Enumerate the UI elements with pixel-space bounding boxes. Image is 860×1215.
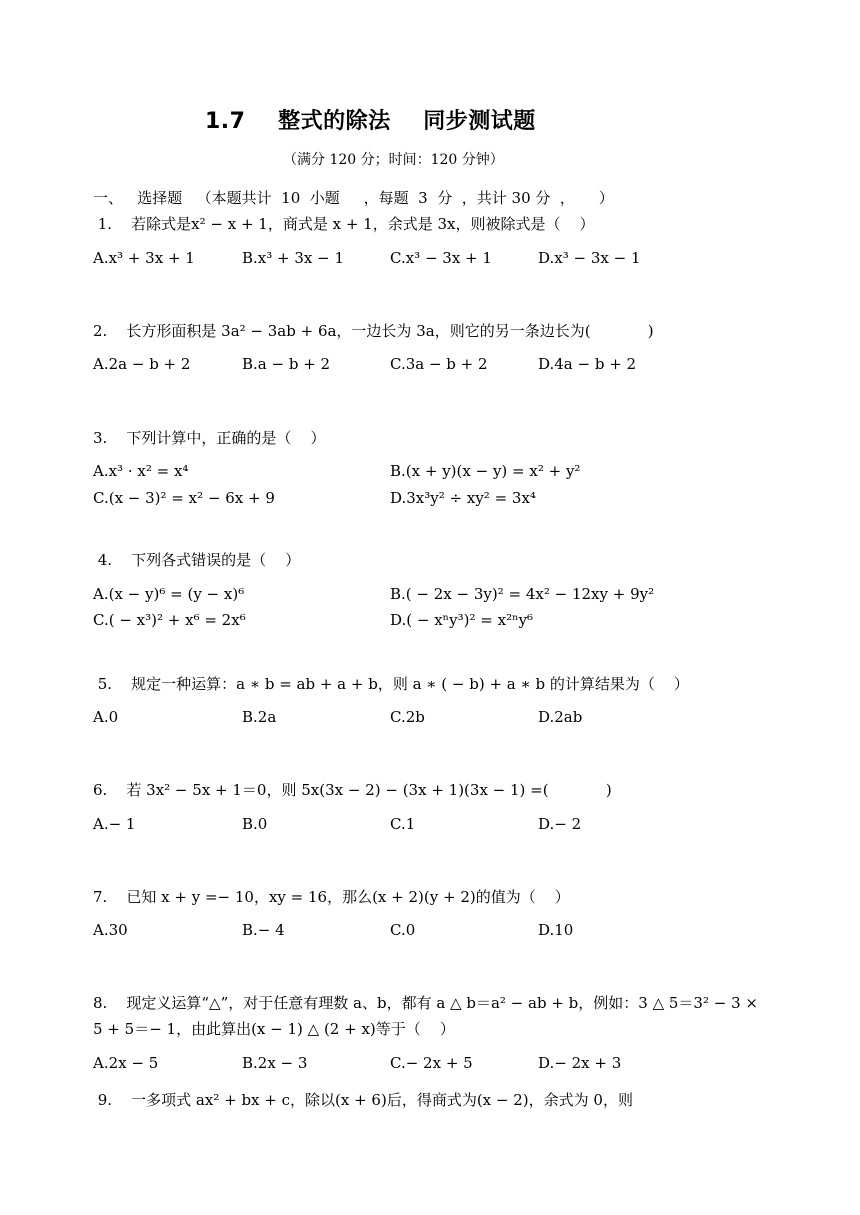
page-subtitle: （满分 120 分；时间：120 分钟） bbox=[283, 152, 504, 168]
question-8-option-d: D.− 2x + 3 bbox=[538, 1054, 622, 1072]
question-4-option-a: A.(x − y)⁶ = (y − x)⁶ bbox=[93, 585, 245, 603]
question-8-stem: 8. 现定义运算“△”，对于任意有理数 a、b，都有 a △ b＝a² − ab + b，例如：3 △ 5＝3² − 3 × bbox=[93, 994, 758, 1012]
question-5-option-a: A.0 bbox=[93, 708, 119, 726]
question-2-stem: 2. 长方形面积是 3a² − 3ab + 6a，一边长为 3a，则它的另一条边长为( ) bbox=[93, 322, 654, 340]
question-1-option-b: B.x³ + 3x − 1 bbox=[242, 249, 345, 267]
question-8-stem-continued: 5 + 5＝− 1，由此算出(x − 1) △ (2 + x)等于（ ） bbox=[93, 1020, 455, 1038]
question-2-option-d: D.4a − b + 2 bbox=[538, 355, 637, 373]
question-5-stem: 5. 规定一种运算：a ∗ b = ab + a + b，则 a ∗ ( − b) + a ∗ b 的计算结果为（ ） bbox=[93, 675, 689, 693]
question-6-option-d: D.− 2 bbox=[538, 815, 582, 833]
question-8-option-c: C.− 2x + 5 bbox=[390, 1054, 473, 1072]
question-4-option-d: D.( − xⁿy³)² = x²ⁿy⁶ bbox=[390, 611, 534, 629]
question-7-option-c: C.0 bbox=[390, 921, 416, 939]
question-3-option-d: D.3x³y² ÷ xy² = 3x⁴ bbox=[390, 489, 536, 507]
question-3-option-c: C.(x − 3)² = x² − 6x + 9 bbox=[93, 489, 275, 507]
question-3-option-a: A.x³ · x² = x⁴ bbox=[93, 462, 189, 480]
question-3-option-b: B.(x + y)(x − y) = x² + y² bbox=[390, 462, 581, 480]
question-1-option-a: A.x³ + 3x + 1 bbox=[93, 249, 195, 267]
section-heading: 一、 选择题 （本题共计 10 小题 ，每题 3 分 ，共计 30 分 ， ） bbox=[93, 189, 614, 207]
page-title: 1.7 整式的除法 同步测试题 bbox=[205, 109, 536, 134]
question-3-stem: 3. 下列计算中，正确的是（ ） bbox=[93, 429, 326, 447]
question-6-option-b: B.0 bbox=[242, 815, 268, 833]
question-7-stem: 7. 已知 x + y =− 10，xy = 16，那么(x + 2)(y + 2)的值为（ ） bbox=[93, 888, 570, 906]
question-4-stem: 4. 下列各式错误的是（ ） bbox=[93, 551, 301, 569]
question-8-option-b: B.2x − 3 bbox=[242, 1054, 308, 1072]
question-6-option-a: A.− 1 bbox=[93, 815, 136, 833]
question-6-stem: 6. 若 3x² − 5x + 1＝0，则 5x(3x − 2) − (3x + 1)(3x − 1) =( ) bbox=[93, 781, 612, 799]
question-2-option-a: A.2a − b + 2 bbox=[93, 355, 191, 373]
question-7-option-a: A.30 bbox=[93, 921, 128, 939]
question-1-option-d: D.x³ − 3x − 1 bbox=[538, 249, 641, 267]
question-5-option-c: C.2b bbox=[390, 708, 425, 726]
question-4-option-b: B.( − 2x − 3y)² = 4x² − 12xy + 9y² bbox=[390, 585, 655, 603]
question-7-option-d: D.10 bbox=[538, 921, 574, 939]
question-2-option-c: C.3a − b + 2 bbox=[390, 355, 488, 373]
question-6-option-c: C.1 bbox=[390, 815, 416, 833]
question-2-option-b: B.a − b + 2 bbox=[242, 355, 331, 373]
question-7-option-b: B.− 4 bbox=[242, 921, 285, 939]
question-8-option-a: A.2x − 5 bbox=[93, 1054, 159, 1072]
question-5-option-d: D.2ab bbox=[538, 708, 583, 726]
question-1-stem: 1. 若除式是x² − x + 1，商式是 x + 1，余式是 3x，则被除式是（ ） bbox=[93, 215, 595, 233]
question-9-stem: 9. 一多项式 ax² + bx + c，除以(x + 6)后，得商式为(x − 2)，余式为 0，则 bbox=[93, 1091, 633, 1109]
question-5-option-b: B.2a bbox=[242, 708, 277, 726]
question-4-option-c: C.( − x³)² + x⁶ = 2x⁶ bbox=[93, 611, 246, 629]
question-1-option-c: C.x³ − 3x + 1 bbox=[390, 249, 492, 267]
